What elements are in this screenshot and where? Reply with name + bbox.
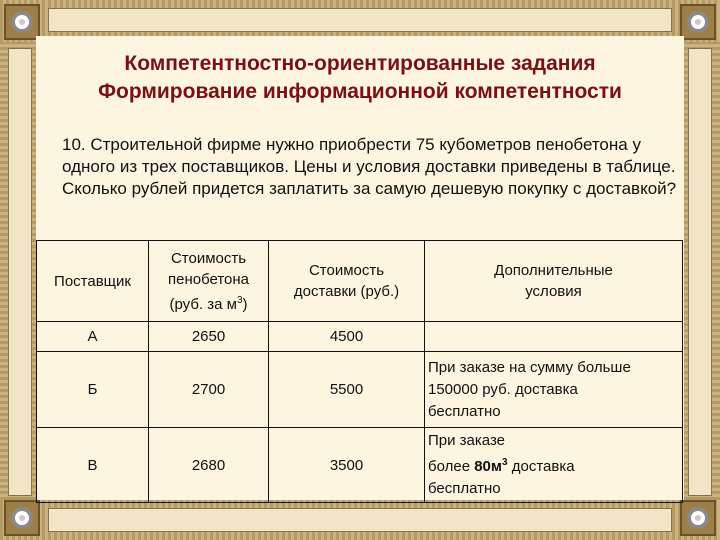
frame-strip-left bbox=[8, 48, 32, 496]
header-supplier: Поставщик bbox=[37, 241, 149, 322]
supplier-table bbox=[36, 240, 683, 503]
frame-strip-right bbox=[688, 48, 712, 496]
corner-ornament-icon bbox=[680, 4, 716, 40]
table-header-row bbox=[37, 241, 683, 322]
corner-ornament-icon bbox=[680, 500, 716, 536]
cell-conditions: При заказе на сумму больше 150000 руб. доставка бесплатно bbox=[425, 352, 683, 428]
cell-price: 2680 bbox=[149, 428, 269, 503]
cell-supplier: Б bbox=[37, 352, 149, 428]
cell-conditions: При заказе более $80м^3$ доставка бесплатно bbox=[425, 428, 683, 503]
title-line-2: Формирование информационной компетентности bbox=[98, 80, 622, 103]
cell-delivery: 3500 bbox=[269, 428, 425, 503]
frame-strip-bottom bbox=[48, 508, 672, 532]
cell-supplier: А bbox=[37, 322, 149, 352]
supplier-table-wrap bbox=[36, 240, 682, 496]
slide-panel bbox=[36, 36, 684, 500]
header-delivery: Стоимость доставки (руб.) bbox=[269, 241, 425, 322]
table-row bbox=[37, 322, 683, 352]
table-row bbox=[37, 352, 683, 428]
cell-delivery: 5500 bbox=[269, 352, 425, 428]
cell-supplier: В bbox=[37, 428, 149, 503]
header-price: Стоимость пенобетона (руб. за $м^3$) bbox=[149, 241, 269, 322]
slide-title bbox=[36, 50, 684, 106]
corner-ornament-icon bbox=[4, 500, 40, 536]
header-conditions: Дополнительные условия bbox=[425, 241, 683, 322]
title-line-1: Компетентностно-ориентированные задания bbox=[124, 52, 596, 75]
cell-price: 2650 bbox=[149, 322, 269, 352]
frame-strip-top bbox=[48, 8, 672, 32]
task-text: 10. Строительной фирме нужно приобрести 75 кубометров пенобетона у одного из трех поставщиков. Цены и условия доставки приведены в таблице. Сколько рублей придется заплатить за самую дешевую покупку с доставкой? bbox=[62, 135, 677, 198]
corner-ornament-icon bbox=[4, 4, 40, 40]
cell-delivery: 4500 bbox=[269, 322, 425, 352]
cell-price: 2700 bbox=[149, 352, 269, 428]
cell-conditions bbox=[425, 322, 683, 352]
table-row bbox=[37, 428, 683, 503]
